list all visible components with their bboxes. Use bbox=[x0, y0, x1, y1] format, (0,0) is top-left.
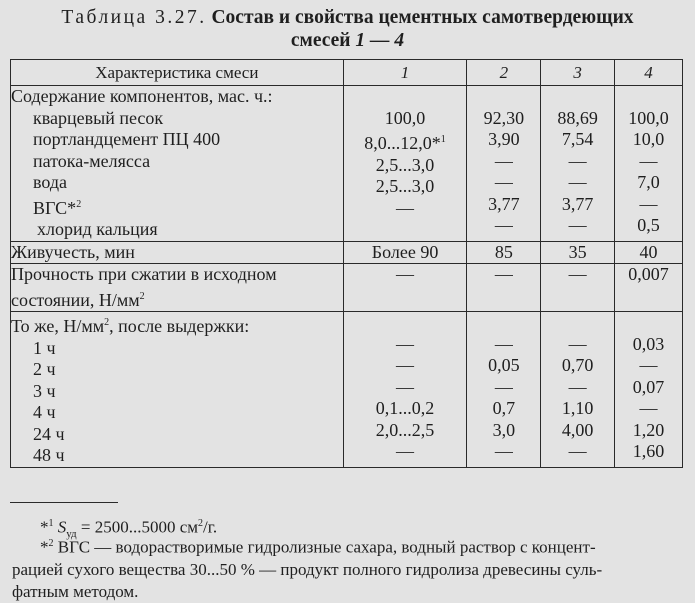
title-line2-italic: 1 — 4 bbox=[355, 30, 405, 51]
row-label: 24 ч bbox=[33, 423, 65, 444]
row-label: кварцевый песок bbox=[33, 107, 164, 128]
strength-initial-col-1: — bbox=[343, 264, 467, 312]
composition-block bbox=[11, 86, 683, 242]
header-col-4: 4 bbox=[615, 60, 683, 86]
header-col-1: 1 bbox=[343, 60, 467, 86]
strength-after-labels bbox=[11, 312, 344, 468]
strength-initial-col-4: 0,007 bbox=[615, 264, 683, 312]
composition-col-2: 92,30 3,90 — — 3,77 — bbox=[467, 86, 541, 242]
title-line2: смесей bbox=[290, 30, 356, 51]
footnote-1: *$^1$ $S_{уд} = 2500...5000$ $см^2/г$. bbox=[40, 517, 218, 541]
row-label: 3 ч bbox=[33, 380, 56, 401]
footnote-divider bbox=[10, 502, 118, 503]
strength-after-heading: То же, $Н/мм^2$, после выдержки: bbox=[11, 316, 250, 336]
row-label: 48 ч bbox=[33, 445, 65, 465]
footnote-2: *$^2$ ВГС — водорастворимые гидролизные сахара, водный раствор с концент- рацией сухого вещества 30...50 % — продукт полного гидролиза древесины суль- фатным методом. bbox=[12, 537, 603, 601]
composition-col-1: 100,0 8,0...12,0*$^1$ 2,5...3,0 2,5...3,0 — bbox=[343, 86, 467, 242]
viability-col-3: 35 bbox=[541, 241, 615, 264]
header-col-3: 3 bbox=[541, 60, 615, 86]
composition-col-3: 88,69 7,54 — — 3,77 — bbox=[541, 86, 615, 242]
composition-col-4: 100,0 10,0 — 7,0 — 0,5 bbox=[615, 86, 683, 242]
strength-initial-col-3: — bbox=[541, 264, 615, 312]
table-number: Таблица 3.27. bbox=[61, 7, 207, 28]
viability-col-1: Более 90 bbox=[343, 241, 467, 264]
strength-after-col-2: — 0,05 — 0,7 3,0 — bbox=[467, 312, 541, 468]
title-bold: Состав и свойства цементных самотвердеющих bbox=[211, 7, 634, 28]
viability-col-2: 85 bbox=[467, 241, 541, 264]
strength-initial-label: Прочность при сжатии в исходном состоянии, $Н/мм^2$ bbox=[11, 264, 344, 312]
composition-heading: Содержание компонентов, мас. ч.: bbox=[11, 86, 273, 106]
header-row bbox=[11, 60, 683, 86]
strength-initial-row bbox=[11, 264, 683, 312]
header-col-2: 2 bbox=[467, 60, 541, 86]
strength-after-col-3: — 0,70 — 1,10 4,00 — bbox=[541, 312, 615, 468]
row-label: 1 ч bbox=[33, 337, 56, 358]
properties-table bbox=[10, 59, 683, 468]
row-label: 2 ч bbox=[33, 359, 56, 379]
viability-label: Живучесть, мин bbox=[11, 241, 344, 264]
strength-after-col-1: — — — 0,1...0,2 2,0...2,5 — bbox=[343, 312, 467, 468]
row-label: 4 ч bbox=[33, 402, 56, 422]
viability-row bbox=[11, 241, 683, 264]
table-title bbox=[0, 6, 695, 52]
header-characteristic: Характеристика смеси bbox=[11, 60, 344, 86]
composition-labels bbox=[11, 86, 344, 242]
viability-col-4: 40 bbox=[615, 241, 683, 264]
strength-after-block bbox=[11, 312, 683, 468]
row-label: хлорид кальция bbox=[37, 219, 158, 239]
row-label: ВГС*$^2$ bbox=[33, 197, 82, 218]
row-label: вода bbox=[33, 172, 68, 192]
strength-initial-col-2: — bbox=[467, 264, 541, 312]
strength-after-col-4: 0,03 — 0,07 — 1,20 1,60 bbox=[615, 312, 683, 468]
row-label: портландцемент ПЦ 400 bbox=[33, 129, 221, 149]
row-label: патока-мелясса bbox=[33, 150, 151, 171]
